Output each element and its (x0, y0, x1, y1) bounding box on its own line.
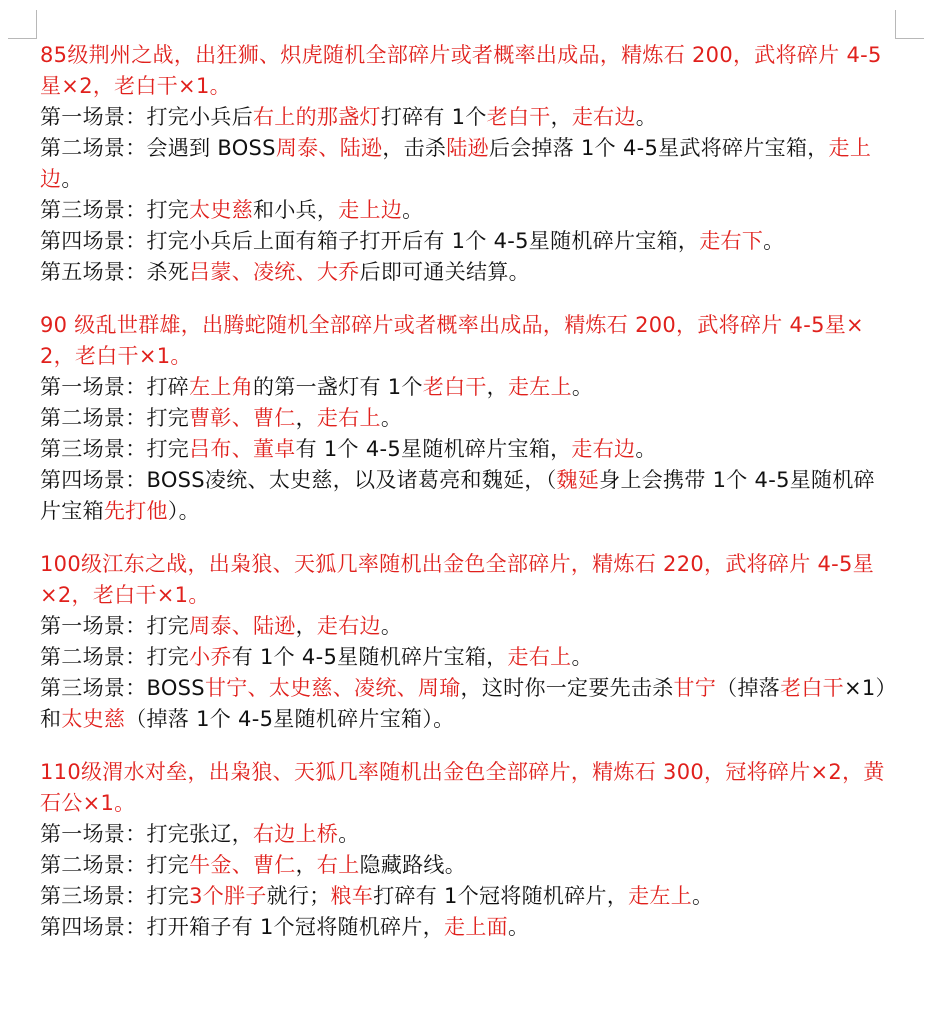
highlighted-text: 走左上 (628, 884, 693, 908)
scene-line (40, 912, 890, 943)
highlighted-text: 老白干 (486, 105, 551, 129)
scene-text: 第四场景：BOSS凌统、太史慈，以及诸葛亮和魏延，（ (40, 468, 557, 492)
scene-text: 第二场景：打完 (40, 406, 190, 430)
highlighted-text: 太史慈 (61, 707, 126, 731)
scene-text: 第三场景：打完 (40, 198, 190, 222)
highlighted-text: 吕布、董卓 (189, 437, 296, 461)
scene-line (40, 673, 890, 735)
scene-line (40, 195, 890, 226)
scene-text: ×1）和 (40, 676, 887, 731)
scene-text: 身上会携带 1个 4-5星随机碎片宝箱 (40, 468, 875, 523)
scene-text: 第五场景：杀死 (40, 260, 190, 284)
scene-text: 第三场景：BOSS (40, 676, 205, 700)
scene-text: 第一场景：打完 (40, 614, 190, 638)
guide-section (40, 757, 890, 943)
scene-text: 第四场景：打开箱子有 1个冠将随机碎片， (40, 915, 445, 939)
scene-line (40, 403, 890, 434)
scene-text: 有 1个 4-5星随机碎片宝箱， (231, 645, 508, 669)
scene-line (40, 881, 890, 912)
scene-text: 第四场景：打完小兵后上面有箱子打开后有 1个 4-5星随机碎片宝箱， (40, 229, 700, 253)
scene-text: 。 (635, 437, 657, 461)
highlighted-text: 走上边 (40, 136, 872, 191)
highlighted-text: 魏延 (556, 468, 600, 492)
guide-section (40, 310, 890, 527)
scene-text: 。 (380, 614, 403, 638)
scene-text: ， (295, 853, 317, 877)
scene-text: ， (295, 614, 317, 638)
scene-text: 第二场景：会遇到 BOSS (40, 136, 276, 160)
scene-text: 就行； (266, 884, 331, 908)
scene-text: 后即可通关结算。 (359, 260, 530, 284)
highlighted-text: 走左上 (507, 375, 572, 399)
scene-text: 打碎有 1个冠将随机碎片， (373, 884, 629, 908)
guide-section (40, 40, 890, 288)
section-heading: 90 级乱世群雄，出腾蛇随机全部碎片或者概率出成品，精炼石 200，武将碎片 4-5星×2，老白干×1。 (40, 313, 864, 368)
scene-line (40, 226, 890, 257)
section-heading: 100级江东之战，出枭狼、天狐几率随机出金色全部碎片，精炼石 220，武将碎片 4-5星×2，老白干×1。 (40, 552, 875, 607)
scene-line (40, 465, 890, 527)
highlighted-text: 周泰、陆逊 (275, 136, 383, 160)
scene-text: ， (486, 375, 508, 399)
highlighted-text: 走右上 (507, 645, 572, 669)
scene-text: 。 (338, 822, 360, 846)
scene-text: 隐藏路线。 (359, 853, 467, 877)
scene-text: ，这时你一定要先击杀 (460, 676, 674, 700)
highlighted-text: 吕蒙、凌统、大乔 (189, 260, 360, 284)
scene-line (40, 434, 890, 465)
scene-line (40, 372, 890, 403)
highlighted-text: 右边上桥 (253, 822, 339, 846)
scene-text: 的第一盏灯有 1个 (253, 375, 423, 399)
scene-line (40, 102, 890, 133)
highlighted-text: 陆逊 (446, 136, 489, 160)
highlighted-text: 先打他 (103, 499, 168, 523)
highlighted-text: 甘宁、太史慈、凌统、周瑜 (204, 676, 461, 700)
highlighted-text: 太史慈 (189, 198, 254, 222)
highlighted-text: 走右边 (316, 614, 381, 638)
scene-text: 后会掉落 1个 4-5星武将碎片宝箱， (488, 136, 829, 160)
scene-text: 。 (61, 167, 83, 191)
scene-text: ， (550, 105, 572, 129)
scene-text: 打碎有 1个 (380, 105, 487, 129)
scene-text: （掉落 (716, 676, 781, 700)
scene-line (40, 133, 890, 195)
scene-text: 。 (380, 406, 403, 430)
scene-line (40, 257, 890, 288)
scene-text: ， (295, 406, 317, 430)
highlighted-text: 右上 (316, 853, 360, 877)
highlighted-text: 左上角 (189, 375, 254, 399)
document-body[interactable] (40, 40, 890, 965)
page-corner-mark-right (895, 10, 924, 39)
highlighted-text: 走右边 (571, 105, 636, 129)
scene-text: 。 (692, 884, 714, 908)
section-heading: 110级渭水对垒，出枭狼、天狐几率随机出金色全部碎片，精炼石 300，冠将碎片×2，黄石公×1。 (40, 760, 885, 815)
highlighted-text: 3个胖子 (189, 884, 267, 908)
scene-text: 。 (402, 198, 424, 222)
highlighted-text: 老白干 (422, 375, 487, 399)
highlighted-text: 老白干 (780, 676, 844, 700)
scene-text: 第二场景：打完 (40, 853, 190, 877)
highlighted-text: 粮车 (330, 884, 374, 908)
page-corner-mark-left (8, 10, 37, 39)
highlighted-text: 走右下 (699, 229, 764, 253)
scene-text: 。 (763, 229, 785, 253)
scene-text: 第一场景：打完张辽， (40, 822, 253, 846)
scene-line (40, 819, 890, 850)
scene-text: 第一场景：打碎 (40, 375, 190, 399)
scene-line (40, 642, 890, 673)
scene-text: 和小兵， (253, 198, 339, 222)
scene-text: 第一场景：打完小兵后 (40, 105, 253, 129)
scene-text: 。 (507, 915, 530, 939)
scene-text: 有 1个 4-5星随机碎片宝箱， (295, 437, 572, 461)
highlighted-text: 走上面 (444, 915, 508, 939)
scene-text: 第二场景：打完 (40, 645, 190, 669)
highlighted-text: 走右边 (571, 437, 636, 461)
highlighted-text: 小乔 (189, 645, 232, 669)
highlighted-text: 甘宁 (673, 676, 717, 700)
highlighted-text: 曹彰、曹仁 (189, 406, 296, 430)
scene-text: ）。 (167, 499, 200, 523)
scene-text: （掉落 1个 4-5星随机碎片宝箱）。 (125, 707, 455, 731)
scene-text: ，击杀 (382, 136, 447, 160)
highlighted-text: 走右上 (316, 406, 381, 430)
scene-line (40, 611, 890, 642)
scene-text: 。 (635, 105, 658, 129)
highlighted-text: 周泰、陆逊 (189, 614, 296, 638)
highlighted-text: 牛金、曹仁 (189, 853, 296, 877)
scene-text: 。 (571, 645, 593, 669)
section-heading: 85级荆州之战，出狂狮、炽虎随机全部碎片或者概率出成品，精炼石 200，武将碎片 4-5星×2，老白干×1。 (40, 43, 882, 98)
highlighted-text: 右上的那盏灯 (253, 105, 381, 129)
scene-text: 第三场景：打完 (40, 437, 190, 461)
scene-line (40, 850, 890, 881)
guide-section (40, 549, 890, 735)
scene-text: 第三场景：打完 (40, 884, 190, 908)
scene-text: 。 (571, 375, 594, 399)
highlighted-text: 走上边 (338, 198, 403, 222)
